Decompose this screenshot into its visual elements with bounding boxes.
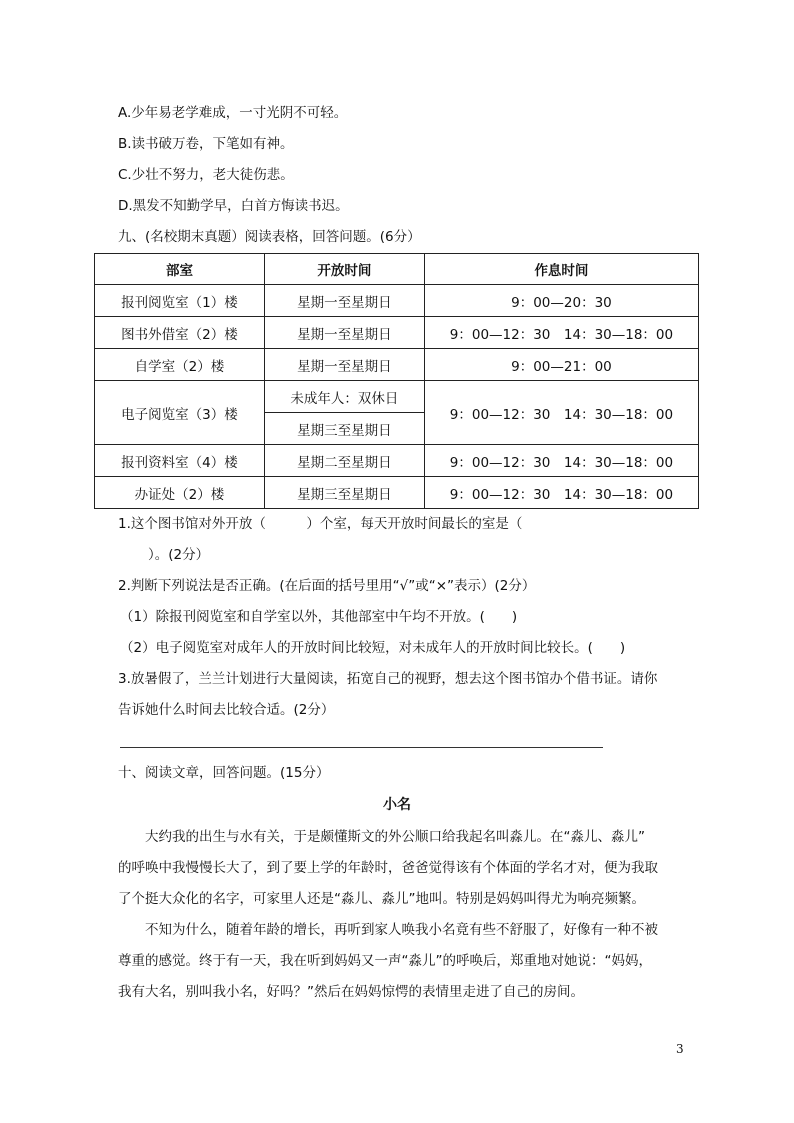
table-cell: 办证处（2）楼 bbox=[95, 477, 265, 509]
question-3-line-1: 3.放暑假了，兰兰计划进行大量阅读，拓宽自己的视野，想去这个图书馆办个借书证。请你 bbox=[118, 671, 658, 687]
table-row bbox=[95, 285, 699, 317]
table-cell: 星期一至星期日 bbox=[264, 349, 424, 381]
table-cell: 9：00—12：30 14：30—18：00 bbox=[424, 381, 698, 445]
table-row bbox=[95, 349, 699, 381]
section-10-heading: 十、阅读文章，回答问题。(15分） bbox=[118, 765, 330, 781]
table-row bbox=[95, 445, 699, 477]
table-cell: 报刊资料室（4）楼 bbox=[95, 445, 265, 477]
table-header-row bbox=[95, 254, 699, 285]
option-b: B.读书破万卷，下笔如有神。 bbox=[118, 136, 294, 152]
section-9-heading: 九、(名校期末真题）阅读表格，回答问题。(6分） bbox=[118, 229, 421, 245]
library-schedule-table bbox=[94, 253, 699, 509]
table-row bbox=[95, 477, 699, 509]
option-d: D.黑发不知勤学早，白首方悔读书迟。 bbox=[118, 198, 349, 214]
question-1-line-2: ）。(2分） bbox=[148, 547, 210, 563]
table-cell: 图书外借室（2）楼 bbox=[95, 317, 265, 349]
table-cell: 电子阅览室（3）楼 bbox=[95, 381, 265, 445]
table-cell: 星期二至星期日 bbox=[264, 445, 424, 477]
answer-blank-line[interactable] bbox=[120, 747, 603, 748]
header-open-days: 开放时间 bbox=[264, 254, 424, 285]
table-cell: 星期一至星期日 bbox=[264, 317, 424, 349]
header-department: 部室 bbox=[95, 254, 265, 285]
paragraph-line: 了个挺大众化的名字，可家里人还是“淼儿、淼儿”地叫。特别是妈妈叫得尤为响亮频繁。 bbox=[118, 891, 645, 907]
table-cell: 9：00—12：30 14：30—18：00 bbox=[424, 445, 698, 477]
table-cell: 星期一至星期日 bbox=[264, 285, 424, 317]
page-number: 3 bbox=[676, 1042, 684, 1056]
paragraph-line: 不知为什么，随着年龄的增长，再听到家人唤我小名竟有些不舒服了，好像有一种不被 bbox=[118, 922, 658, 938]
table-cell: 9：00—12：30 14：30—18：00 bbox=[424, 317, 698, 349]
header-hours: 作息时间 bbox=[424, 254, 698, 285]
article-paragraph-2 bbox=[118, 915, 678, 1008]
table-row bbox=[95, 381, 699, 413]
option-a: A.少年易老学难成，一寸光阴不可轻。 bbox=[118, 105, 348, 121]
article-title: 小名 bbox=[383, 797, 411, 813]
table-row bbox=[95, 317, 699, 349]
option-c: C.少壮不努力，老大徒伤悲。 bbox=[118, 167, 294, 183]
article-paragraph-1 bbox=[118, 822, 678, 915]
paragraph-line: 尊重的感觉。终于有一天，我在听到妈妈又一声“淼儿”的呼唤后，郑重地对她说：“妈妈， bbox=[118, 953, 652, 969]
question-3-line-2: 告诉她什么时间去比较合适。(2分） bbox=[118, 702, 335, 718]
table-cell: 报刊阅览室（1）楼 bbox=[95, 285, 265, 317]
table-cell: 星期三至星期日 bbox=[264, 413, 424, 445]
question-1-line-1: 1.这个图书馆对外开放（ ）个室，每天开放时间最长的室是（ bbox=[118, 516, 523, 532]
paragraph-line: 大约我的出生与水有关，于是颇懂斯文的外公顺口给我起名叫淼儿。在“淼儿、淼儿” bbox=[118, 829, 645, 845]
table-cell: 自学室（2）楼 bbox=[95, 349, 265, 381]
question-2-statement-1: （1）除报刊阅览室和自学室以外，其他部室中午均不开放。( ) bbox=[120, 609, 518, 625]
table-cell: 9：00—21：00 bbox=[424, 349, 698, 381]
table-cell: 未成年人：双休日 bbox=[264, 381, 424, 413]
question-2: 2.判断下列说法是否正确。(在后面的括号里用“√”或“×”表示）(2分） bbox=[118, 578, 536, 594]
table-cell: 9：00—12：30 14：30—18：00 bbox=[424, 477, 698, 509]
table-cell: 星期三至星期日 bbox=[264, 477, 424, 509]
paragraph-line: 我有大名，别叫我小名，好吗？”然后在妈妈惊愕的表情里走进了自己的房间。 bbox=[118, 984, 584, 1000]
paragraph-line: 的呼唤中我慢慢长大了，到了要上学的年龄时，爸爸觉得该有个体面的学名才对，便为我取 bbox=[118, 860, 658, 876]
question-2-statement-2: （2）电子阅览室对成年人的开放时间比较短，对未成年人的开放时间比较长。( ) bbox=[120, 640, 626, 656]
table-cell: 9：00—20：30 bbox=[424, 285, 698, 317]
